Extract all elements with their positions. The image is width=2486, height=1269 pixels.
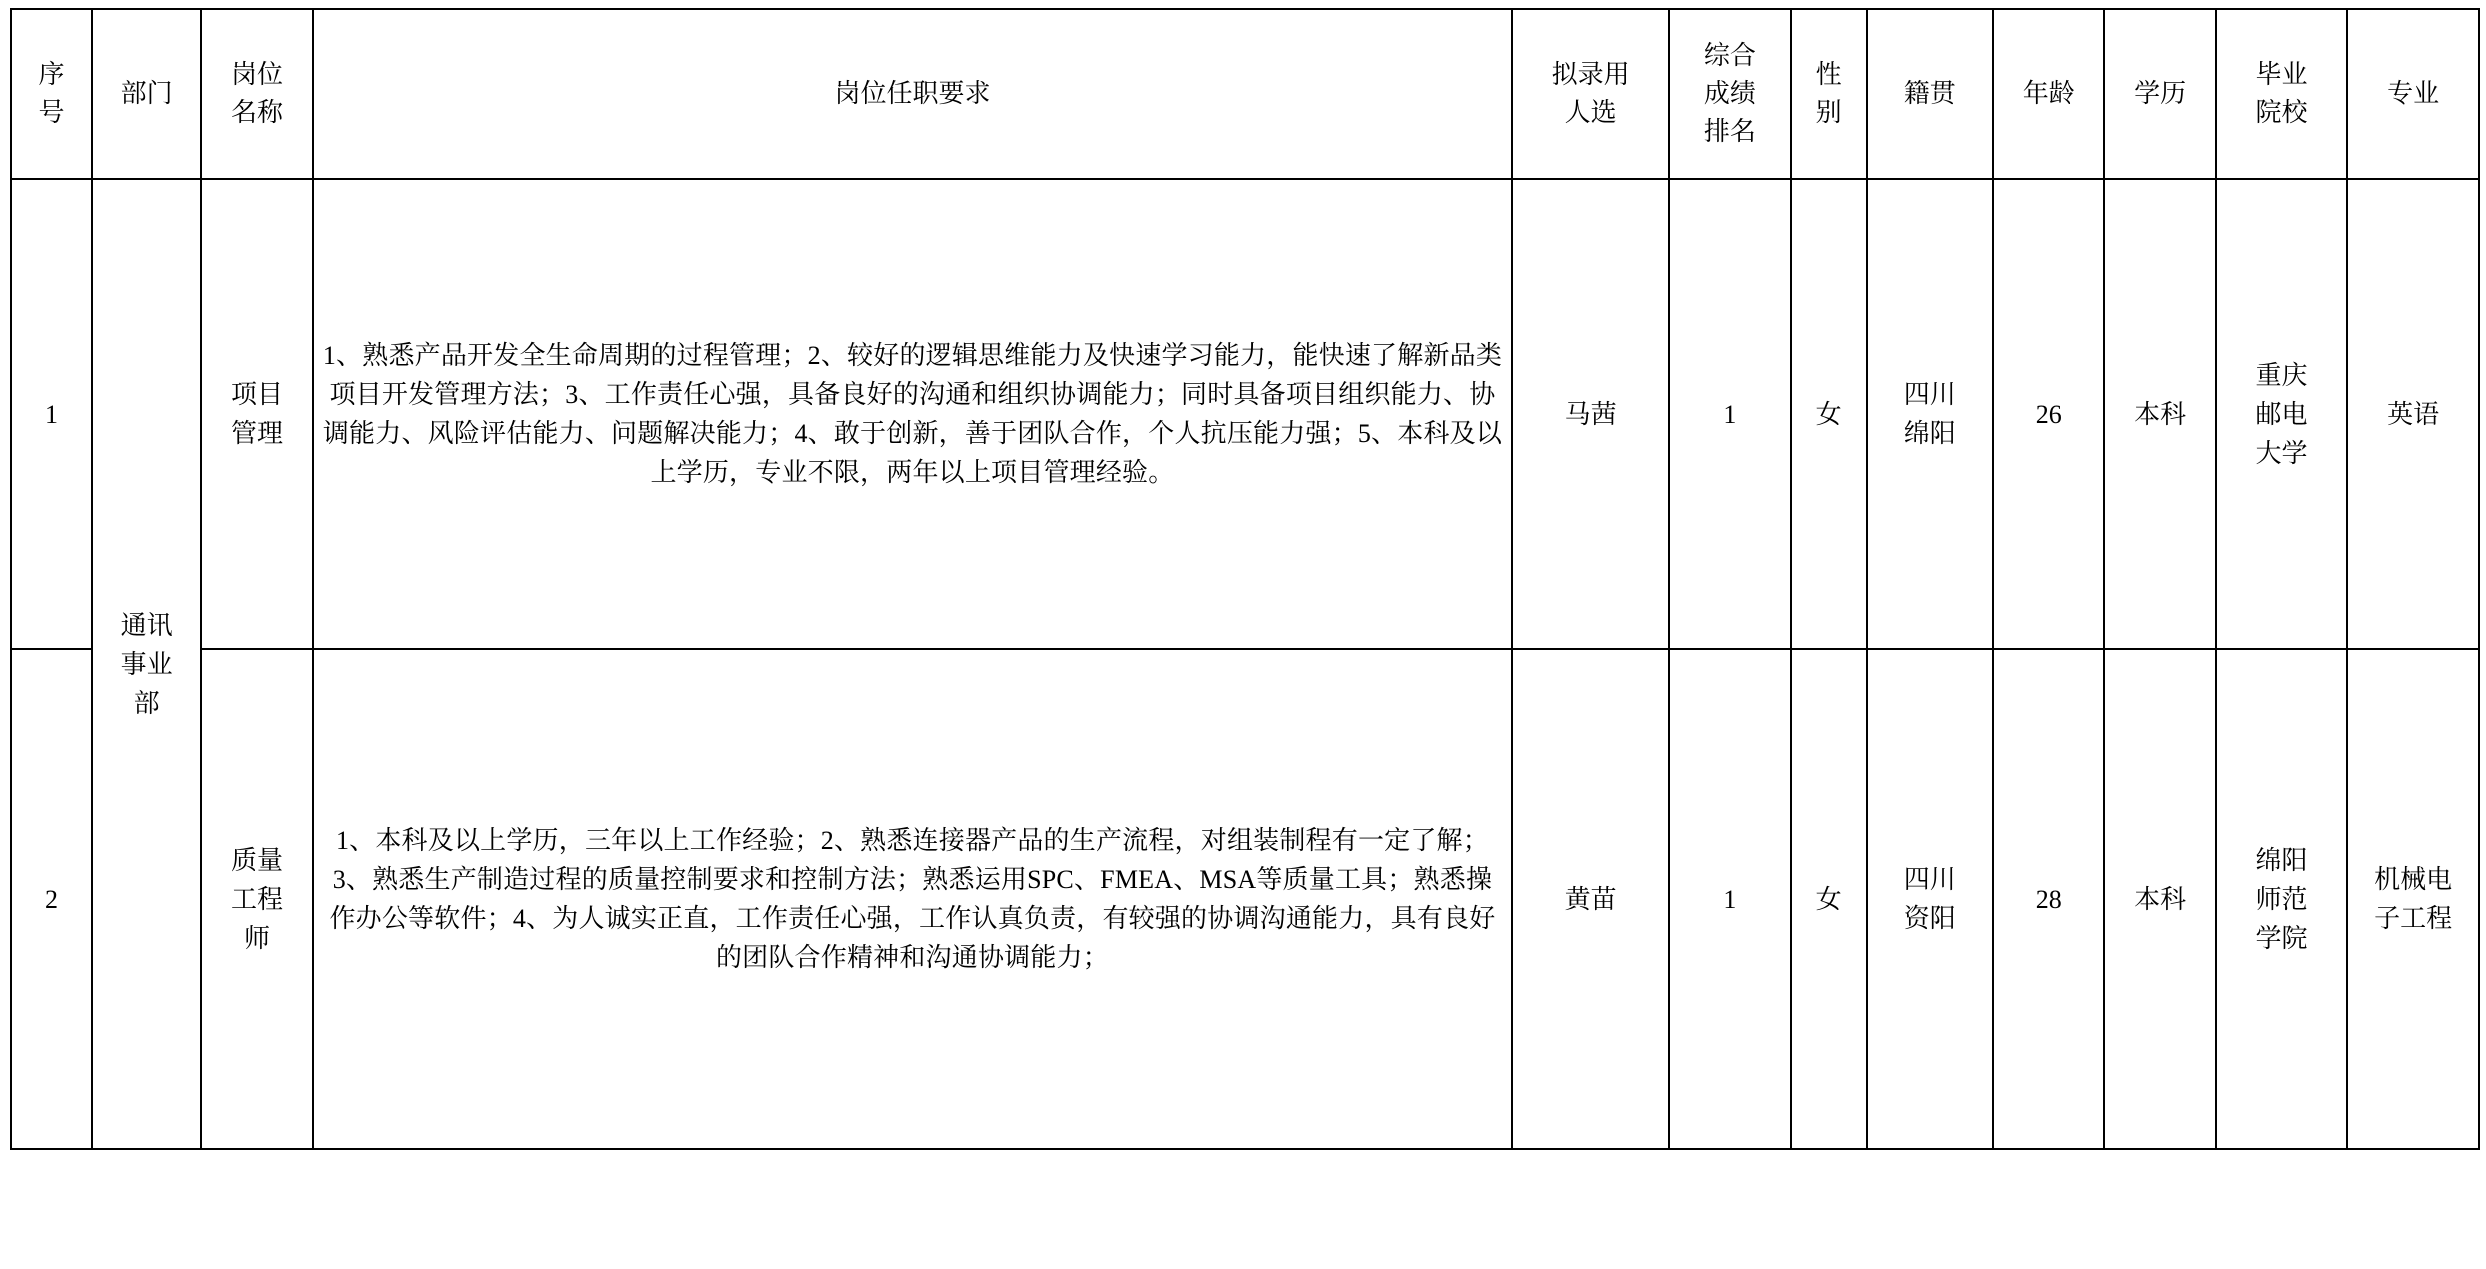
column-header-education-line1: 学历 [2134, 79, 2187, 109]
cell-education: 本科 [2104, 179, 2215, 649]
column-header-school-line1: 毕业 [2255, 60, 2308, 90]
column-header-rank [1669, 9, 1790, 179]
cell-native-line2: 资阳 [1903, 904, 1956, 933]
column-header-rank-line3: 排名 [1703, 116, 1756, 146]
column-header-requirement [313, 9, 1513, 179]
column-header-dept-line1: 部门 [120, 79, 173, 109]
column-header-major-line1: 专业 [2387, 79, 2440, 109]
column-header-age [1993, 9, 2104, 179]
cell-major: 英语 [2347, 179, 2479, 649]
cell-sex: 女 [1791, 179, 1867, 649]
cell-no: 2 [11, 649, 92, 1149]
column-header-sex-line2: 别 [1815, 98, 1842, 127]
column-header-education [2104, 9, 2215, 179]
cell-requirement: 1、本科及以上学历，三年以上工作经验；2、熟悉连接器产品的生产流程，对组装制程有一定了解；3、熟悉生产制造过程的质量控制要求和控制方法；熟悉运用SPC、FMEA、MSA等质量工具；熟悉操作办公等软件；4、为人诚实正直，工作责任心强，工作认真负责，有较强的协调沟通能力，具有良好的团队合作精神和沟通协调能力； [313, 649, 1513, 1149]
column-header-school-line2: 院校 [2255, 98, 2308, 127]
column-header-major [2347, 9, 2479, 179]
column-header-school [2216, 9, 2348, 179]
table-body [11, 179, 2479, 1149]
table-row [11, 179, 2479, 649]
cell-school [2216, 649, 2348, 1149]
cell-school [2216, 179, 2348, 649]
column-header-post [201, 9, 312, 179]
document-sheet [0, 8, 2486, 1269]
cell-requirement: 1、熟悉产品开发全生命周期的过程管理；2、较好的逻辑思维能力及快速学习能力，能快速了解新品类项目开发管理方法；3、工作责任心强，具备良好的沟通和组织协调能力；同时具备项目组织能力、协调能力、风险评估能力、问题解决能力；4、敢于创新，善于团队合作，个人抗压能力强；5、本科及以上学历，专业不限，两年以上项目管理经验。 [313, 179, 1513, 649]
cell-major-line2: 子工程 [2374, 904, 2453, 933]
cell-post-line2: 管理 [230, 419, 283, 448]
cell-school-line2: 邮电 [2255, 399, 2308, 429]
cell-post [201, 179, 312, 649]
cell-native-line2: 绵阳 [1903, 419, 1956, 448]
cell-native [1867, 649, 1994, 1149]
column-header-requirement-line1: 岗位任职要求 [834, 79, 991, 109]
cell-candidate: 马茜 [1512, 179, 1669, 649]
table-header-row [11, 9, 2479, 179]
cell-age: 26 [1993, 179, 2104, 649]
cell-rank: 1 [1669, 649, 1790, 1149]
column-header-no [11, 9, 92, 179]
cell-native [1867, 179, 1994, 649]
cell-department-line2: 事业 [120, 649, 173, 679]
column-header-candidate-line1: 拟录用 [1551, 60, 1630, 90]
cell-school-line1: 重庆 [2255, 360, 2308, 390]
cell-school-line1: 绵阳 [2255, 845, 2308, 875]
recruitment-table [10, 8, 2480, 1150]
column-header-rank-line1: 综合 [1703, 41, 1756, 71]
cell-school-line3: 大学 [2255, 438, 2308, 468]
cell-no: 1 [11, 179, 92, 649]
column-header-rank-line2: 成绩 [1703, 79, 1756, 109]
column-header-dept [92, 9, 201, 179]
cell-major [2347, 649, 2479, 1149]
table-row [11, 649, 2479, 1149]
column-header-post-line1: 岗位 [230, 60, 283, 90]
cell-post-line1: 项目 [230, 380, 283, 409]
cell-school-line2: 师范 [2255, 884, 2308, 914]
cell-rank: 1 [1669, 179, 1790, 649]
cell-age: 28 [1993, 649, 2104, 1149]
cell-post-line2: 工程 [230, 884, 283, 914]
cell-native-line1: 四川 [1903, 865, 1956, 894]
column-header-age-line1: 年龄 [2022, 79, 2075, 109]
column-header-candidate-line2: 人选 [1564, 98, 1617, 127]
cell-post [201, 649, 312, 1149]
cell-candidate: 黄苗 [1512, 649, 1669, 1149]
column-header-no-line2: 号 [38, 98, 65, 127]
cell-school-line3: 学院 [2255, 923, 2308, 953]
column-header-sex-line1: 性 [1815, 60, 1842, 90]
cell-post-line3: 师 [243, 923, 270, 953]
column-header-no-line1: 序 [38, 60, 65, 90]
column-header-sex [1791, 9, 1867, 179]
column-header-native-line1: 籍贯 [1903, 79, 1956, 109]
cell-post-line1: 质量 [230, 845, 283, 875]
cell-department-line1: 通讯 [120, 610, 173, 640]
cell-education: 本科 [2104, 649, 2215, 1149]
cell-department-line3: 部 [133, 688, 160, 718]
column-header-candidate [1512, 9, 1669, 179]
column-header-native [1867, 9, 1994, 179]
cell-sex: 女 [1791, 649, 1867, 1149]
column-header-post-line2: 名称 [230, 98, 283, 127]
cell-department [92, 179, 201, 1149]
cell-native-line1: 四川 [1903, 380, 1956, 409]
cell-major-line1: 机械电 [2374, 865, 2453, 894]
table-header [11, 9, 2479, 179]
